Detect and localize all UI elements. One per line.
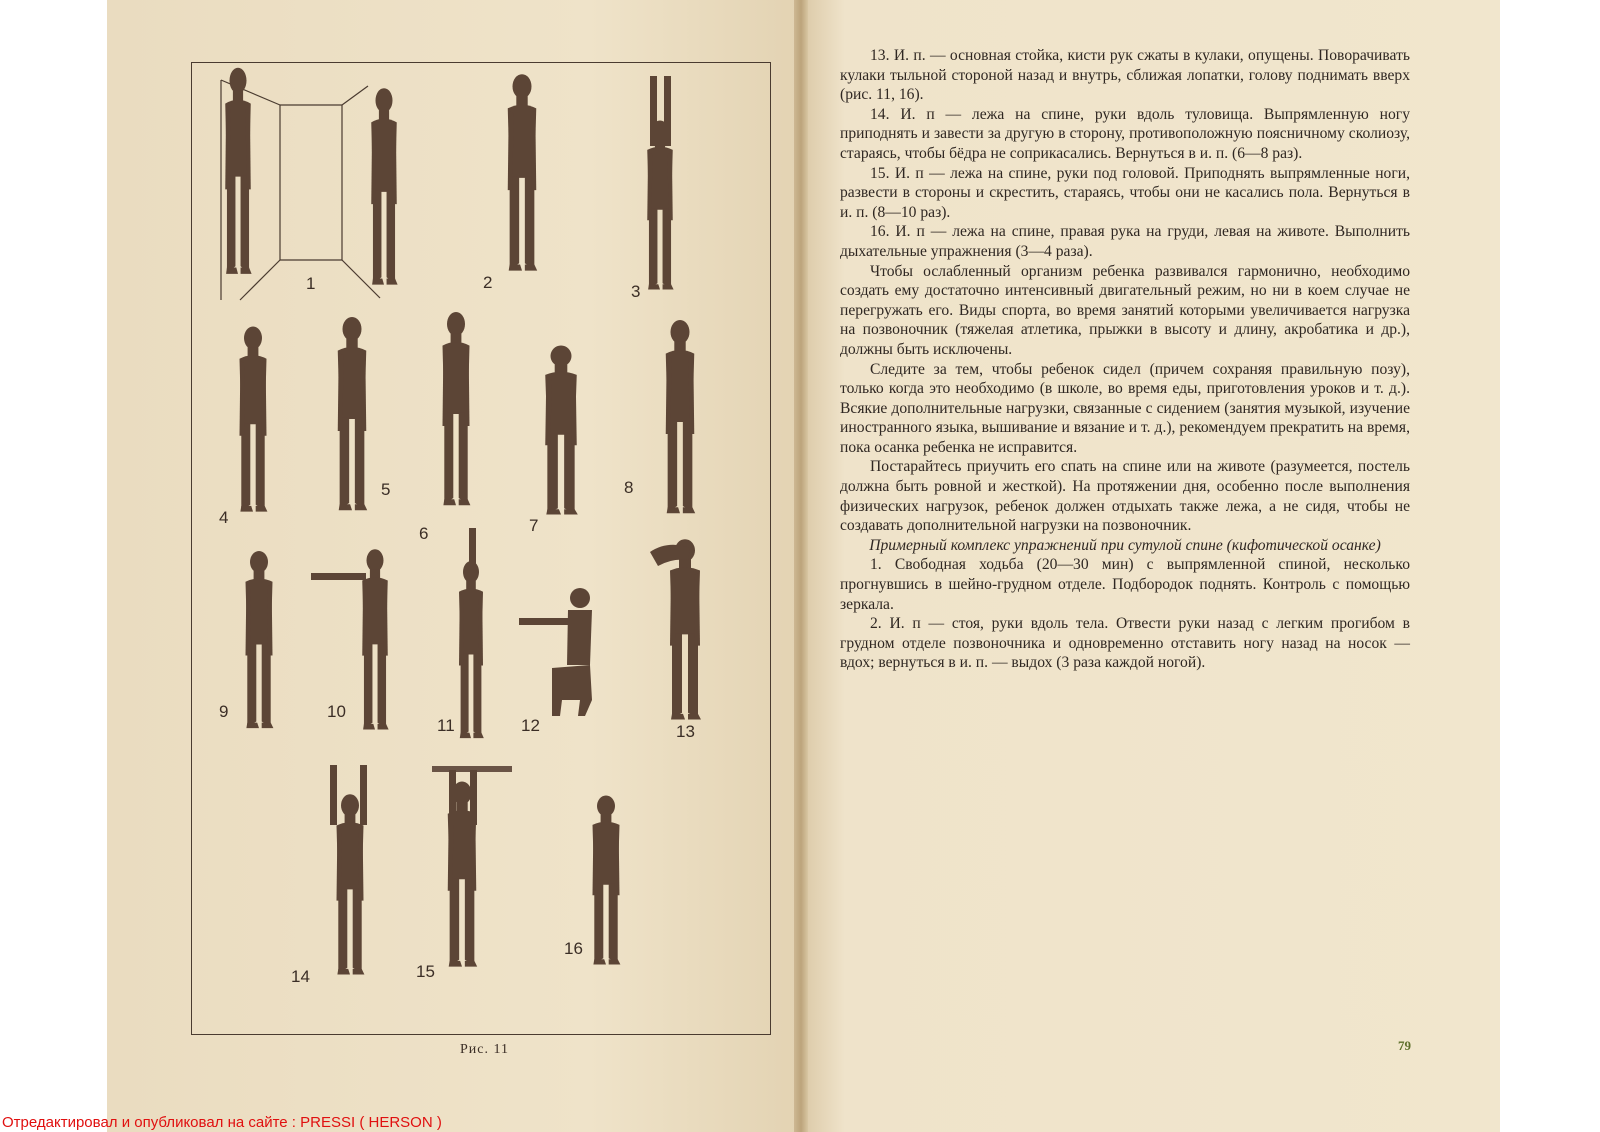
exercise-2: 2. И. п — стоя, руки вдоль тела. Отвести руки назад с легким прогибом в грудном отделе позвоночника и одновременно отставить ногу назад на носок — вдох; вернуться в и. п. — выдох (3 раза каждой ногой).: [840, 615, 1410, 672]
paragraph-regime: Чтобы ослабленный организм ребенка развивался гармонично, необходимо создать ему достаточно интенсивный двигательный режим, но ни в коем случае не перегружать его. Виды спорта, во время занятий которыми увеличивается нагрузка на позвоночник (тяжелая атлетика, прыжки в высоту и длину, акробатика и др.), должны быть исключены.: [840, 262, 1410, 358]
figure-2: [508, 74, 537, 270]
figure-4: [240, 327, 268, 512]
figure-label-12: 12: [521, 716, 540, 735]
figure-6: [443, 312, 471, 505]
figure-label-5: 5: [381, 480, 391, 499]
figure-label-2: 2: [483, 273, 493, 292]
paragraph-14: 14. И. п — лежа на спине, руки вдоль туловища. Выпрямленную ногу приподнять и завести за другую в сторону, противоположную поясничному сколиозу, стараясь, чтобы бёдра не соприкасались. Вернуться в и. п. (6—8 раз).: [840, 105, 1410, 162]
figure-9: [246, 551, 274, 728]
exercise-1: 1. Свободная ходьба (20—30 мин) с выпрямленной спиной, несколько прогнувшись в шейно-грудном отделе. Подбородок поднять. Контроль с помощью зеркала.: [840, 556, 1410, 613]
figure-label-13: 13: [676, 722, 695, 741]
credit-line: Отредактировал и опубликовал на сайте : PRESSI ( HERSON ): [2, 1114, 442, 1131]
figure-3: [647, 76, 673, 290]
figure-11: [459, 528, 484, 738]
figure-caption: Рис. 11: [460, 1042, 509, 1057]
figure-label-9: 9: [219, 702, 229, 721]
figure-label-11: 11: [437, 716, 455, 735]
figure-label-10: 10: [327, 702, 346, 721]
figure-5: [338, 317, 367, 510]
figure-14: [330, 765, 367, 975]
figure-label-4: 4: [219, 508, 229, 527]
figure-label-6: 6: [419, 524, 429, 543]
section-heading: Примерный комплекс упражнений при сутулой спине (кифотической осанке): [869, 536, 1381, 554]
figure-7: [545, 346, 578, 515]
figure-label-14: 14: [291, 967, 310, 986]
right-page-text: [840, 46, 1410, 673]
figure-label-3: 3: [631, 282, 641, 301]
paragraph-13: 13. И. п. — основная стойка, кисти рук сжаты в кулаки, опущены. Поворачивать кулаки тыльной стороной назад и внутрь, сближая лопатки, голову поднимать вверх (рис. 11, 16).: [840, 47, 1410, 104]
paragraph-sitting: Следите за тем, чтобы ребенок сидел (причем сохраняя правильную позу), только когда это необходимо (в школе, во время еды, приготовления уроков и т. д.). Всякие дополнительные нагрузки, связанные с сидением (занятия музыкой, изучение иностранного языка, вышивание и вязание и т. д.), рекомендуем прекратить на время, пока осанка ребенка не исправится.: [840, 360, 1410, 456]
figure-8: [666, 320, 695, 513]
figure-16: [593, 796, 621, 965]
page-number: 79: [1398, 1038, 1411, 1053]
figure-label-16: 16: [564, 939, 583, 958]
figure-1-boy: [371, 88, 397, 284]
figure-label-15: 15: [416, 962, 435, 981]
paragraph-15: 15. И. п — лежа на спине, руки под головой. Приподнять выпрямленные ноги, развести в стороны и скрестить, стараясь, чтобы они не касались пола. Вернуться в и. п. (8—10 раз).: [840, 164, 1410, 221]
paragraph-16: 16. И. п — лежа на спине, правая рука на груди, левая на животе. Выполнить дыхательные упражнения (3—4 раза).: [840, 223, 1410, 260]
figure-13: [650, 539, 701, 719]
figure-15: [432, 766, 512, 967]
figure-10: [311, 549, 389, 729]
paragraph-sleep: Постарайтесь приучить его спать на спине или на животе (разумеется, постель должна быть ровной и жесткой). На протяжении дня, особенно после выполнения физических нагрузок, ребенок должен отдыхать также лежа, а не сидя, чтобы не создавать дополнительной нагрузки на позвоночник.: [840, 458, 1410, 535]
figure-1-boy-wall: [225, 68, 251, 274]
figure-label-7: 7: [529, 516, 539, 535]
figure-label-8: 8: [624, 478, 634, 497]
figure-label-1: 1: [306, 274, 316, 293]
figure-12: [519, 588, 592, 716]
